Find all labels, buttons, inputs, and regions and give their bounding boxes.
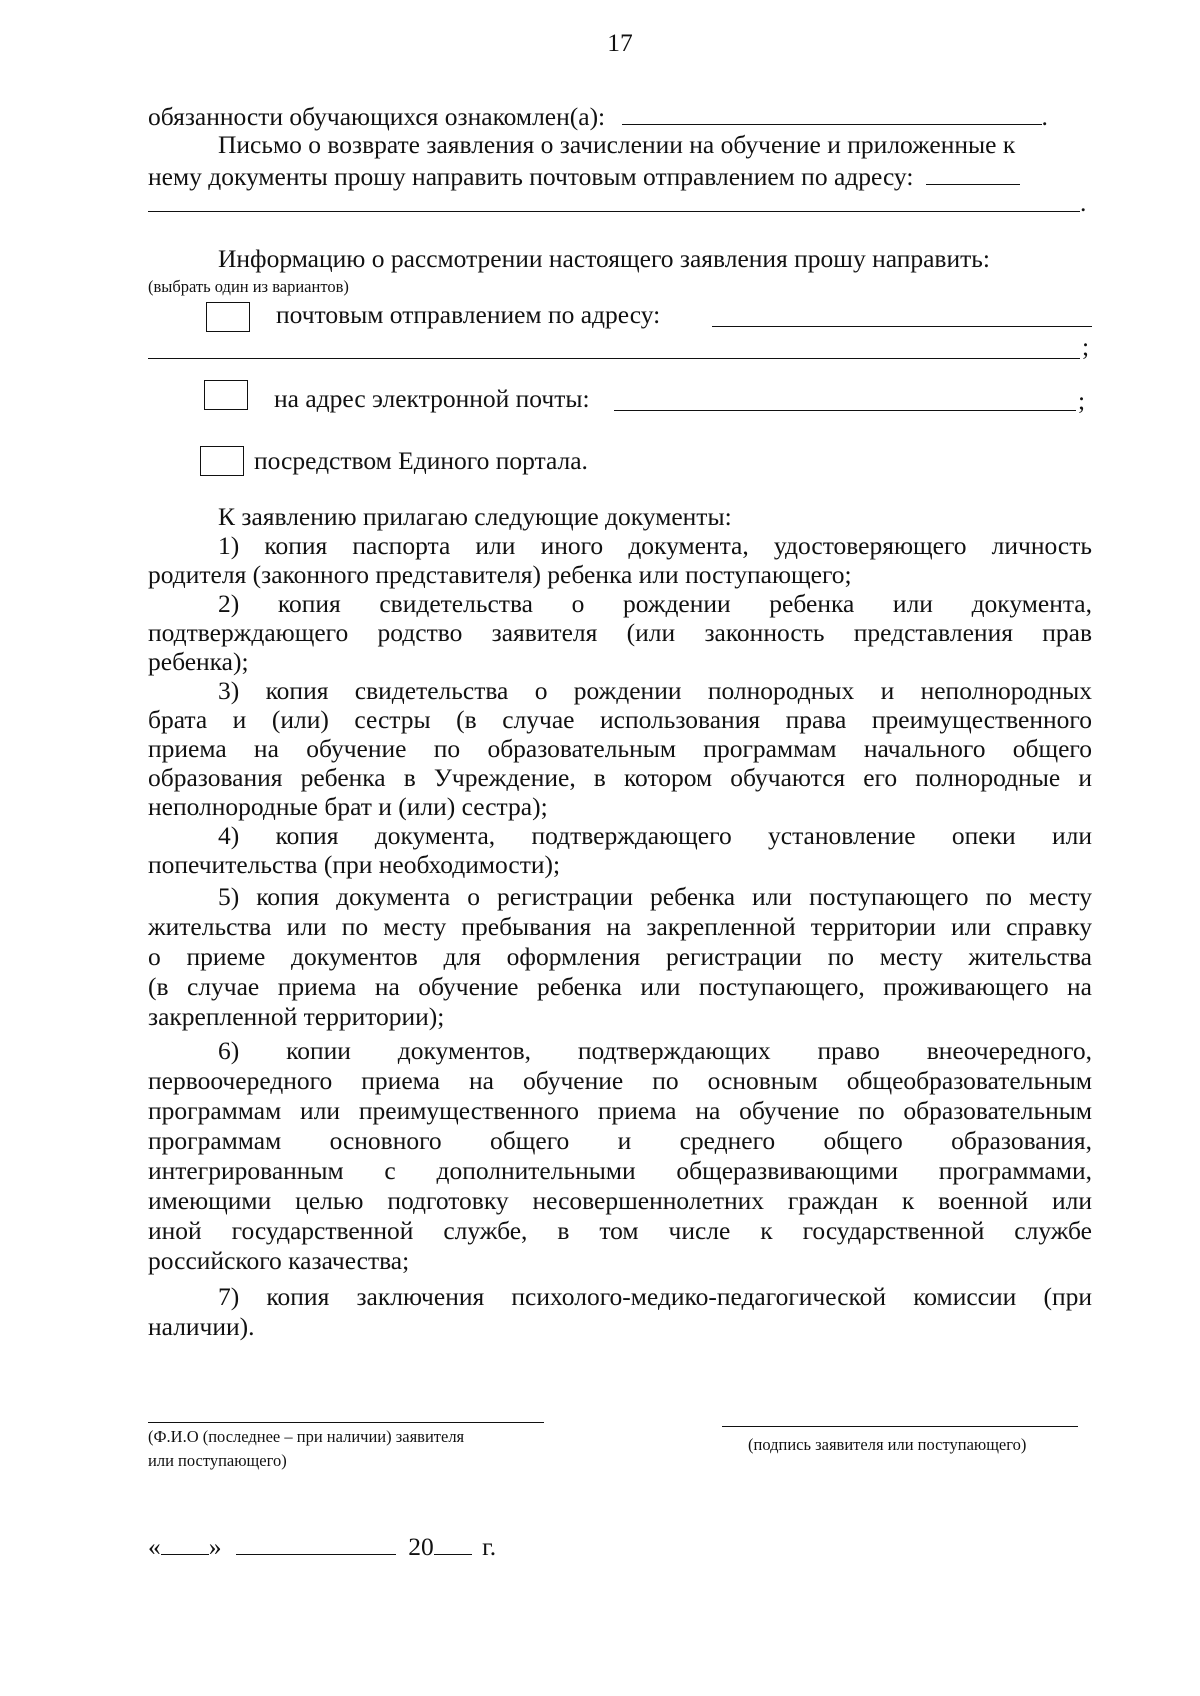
- acquainted-signature-field[interactable]: [622, 100, 1042, 125]
- email-checkbox[interactable]: [204, 380, 248, 410]
- date-open-quote: «: [148, 1532, 161, 1561]
- doc-line: брата и (или) сестры (в случае использования права преимущественного: [148, 705, 1092, 734]
- doc-line: родителя (законного представителя) ребенка или поступающего;: [148, 560, 852, 589]
- doc-line: программам основного общего и среднего общего образования,: [148, 1126, 1092, 1155]
- portal-option-label: посредством Единого портала.: [254, 446, 588, 475]
- postal-address-field-2[interactable]: [148, 358, 1080, 359]
- doc-line: первоочередного приема на обучение по основным общеобразовательным: [148, 1066, 1092, 1095]
- doc-line: 1) копия паспорта или иного документа, удостоверяющего личность: [218, 531, 1092, 560]
- fio-label-line2: или поступающего): [148, 1451, 287, 1470]
- fio-field[interactable]: [148, 1422, 544, 1423]
- doc-line: наличии).: [148, 1312, 255, 1341]
- postal-checkbox[interactable]: [206, 302, 250, 332]
- postal-option: [276, 300, 660, 330]
- signature-label: (подпись заявителя или поступающего): [748, 1435, 1027, 1454]
- email-option: [274, 384, 590, 414]
- email-option-label: на адрес электронной почты:: [274, 384, 590, 413]
- return-address-field-start[interactable]: [926, 160, 1020, 185]
- year-prefix: 20: [408, 1532, 434, 1561]
- doc-line: приема на обучение по образовательным программам начального общего: [148, 734, 1092, 763]
- doc-line: российского казачества;: [148, 1246, 410, 1275]
- acquainted-line: [148, 100, 1048, 132]
- doc-line: ребенка);: [148, 647, 249, 676]
- email-address-field[interactable]: [614, 410, 1076, 411]
- day-field[interactable]: [161, 1530, 209, 1555]
- choose-option-hint: (выбрать один из вариантов): [148, 277, 349, 296]
- email-semicolon: ;: [1078, 386, 1086, 415]
- info-request-heading: Информацию о рассмотрении настоящего заявления прошу направить:: [218, 244, 990, 273]
- doc-line: 4) копия документа, подтверждающего установление опеки или: [218, 821, 1092, 850]
- doc-line: 3) копия свидетельства о рождении полнородных и неполнородных: [218, 676, 1092, 705]
- doc-line: программам или преимущественного приема на обучение по образовательным: [148, 1096, 1092, 1125]
- period: .: [1041, 102, 1048, 131]
- portal-checkbox[interactable]: [200, 446, 244, 476]
- doc-line: образования ребенка в Учреждение, в котором обучаются его полнородные и: [148, 763, 1092, 792]
- postal-option-label: почтовым отправлением по адресу:: [276, 300, 661, 329]
- postal-semicolon: ;: [1082, 332, 1090, 361]
- return-letter-line2: [148, 160, 1020, 192]
- documents-intro: К заявлению прилагаю следующие документы:: [218, 502, 732, 531]
- fio-label-line1: (Ф.И.О (последнее – при наличии) заявителя: [148, 1427, 465, 1446]
- doc-line: 6) копии документов, подтверждающих право внеочередного,: [218, 1036, 1092, 1065]
- portal-option: [254, 446, 588, 476]
- return-letter-text: нему документы прошу направить почтовым отправлением по адресу:: [148, 162, 914, 191]
- return-letter-line1: Письмо о возврате заявления о зачислении на обучение и приложенные к: [218, 130, 1016, 159]
- acquainted-prefix: обязанности обучающихся ознакомлен(а):: [148, 102, 606, 131]
- doc-line: подтверждающего родство заявителя (или законность представления прав: [148, 618, 1092, 647]
- return-address-period: .: [1080, 188, 1087, 217]
- doc-line: имеющими целью подготовку несовершеннолетних граждан к военной или: [148, 1186, 1092, 1215]
- doc-line: иной государственной службе, в том числе к государственной службе: [148, 1216, 1092, 1245]
- page-number: 17: [607, 28, 633, 57]
- date-line: [148, 1530, 496, 1562]
- doc-line: закрепленной территории);: [148, 1002, 445, 1031]
- doc-line: 5) копия документа о регистрации ребенка или поступающего по месту: [218, 882, 1092, 911]
- return-address-field[interactable]: [148, 211, 1080, 212]
- doc-line: жительства или по месту пребывания на закрепленной территории или справку: [148, 912, 1092, 941]
- year-suffix: г.: [482, 1532, 497, 1561]
- doc-line: неполнородные брат и (или) сестра);: [148, 792, 548, 821]
- doc-line: интегрированным с дополнительными общеразвивающими программами,: [148, 1156, 1092, 1185]
- doc-line: (в случае приема на обучение ребенка или поступающего, проживающего на: [148, 972, 1092, 1001]
- date-close-quote: »: [208, 1532, 222, 1561]
- doc-line: о приеме документов для оформления регистрации по месту жительства: [148, 942, 1092, 971]
- postal-address-field[interactable]: [712, 326, 1092, 327]
- month-field[interactable]: [236, 1530, 396, 1555]
- doc-line: попечительства (при необходимости);: [148, 850, 561, 879]
- doc-line: 7) копия заключения психолого-медико-педагогической комиссии (при: [218, 1282, 1092, 1311]
- signature-field[interactable]: [722, 1426, 1078, 1427]
- doc-line: 2) копия свидетельства о рождении ребенка или документа,: [218, 589, 1092, 618]
- year-field[interactable]: [434, 1530, 472, 1555]
